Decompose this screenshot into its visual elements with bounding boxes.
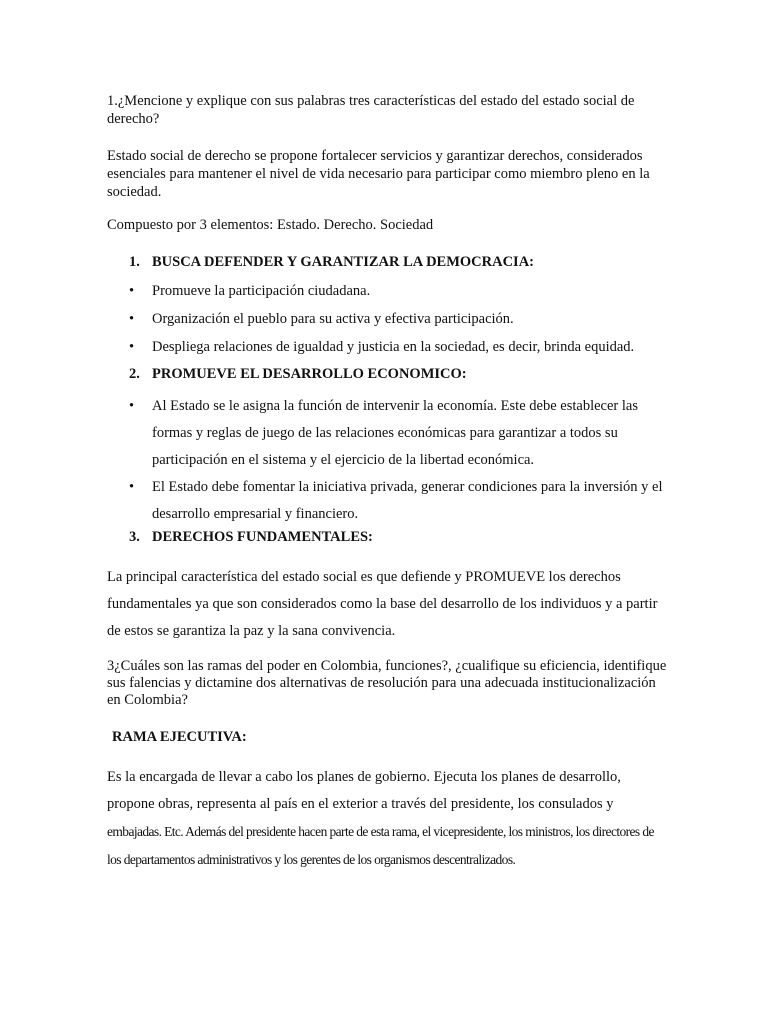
rama-paragraph-condensed-text: embajadas. Etc. Además del presidente hacen parte de esta rama, el vicepresidente, los ministros, los directores de los departamentos administrativos y los gerentes de los organismos descentralizados.: [107, 824, 654, 867]
bullet-icon: •: [129, 339, 135, 355]
list-item: • Al Estado se le asigna la función de intervenir la economía. Este debe establecer las formas y reglas de juego de las relaciones económicas para garantizar a todos su participación en el sistema y el ejercicio de la libertad económica.: [129, 393, 669, 474]
bullet-icon: •: [129, 283, 135, 299]
compuesto-paragraph: Compuesto por 3 elementos: Estado. Derecho. Sociedad: [107, 217, 434, 233]
bullet-list-democracia: [129, 282, 669, 366]
rama-ejecutiva-heading: RAMA EJECUTIVA:: [112, 729, 247, 745]
section-heading-derechos: [129, 529, 669, 546]
section-title: DERECHOS FUNDAMENTALES:: [152, 529, 373, 545]
rama-ejecutiva-paragraph: [107, 764, 667, 874]
bullet-icon: •: [129, 311, 135, 327]
intro-paragraph: Estado social de derecho se propone fortalecer servicios y garantizar derechos, considerados esenciales para mantener el nivel de vida necesario para participar como miembro pleno en la sociedad.: [107, 148, 650, 200]
section-number: 1.: [129, 254, 140, 270]
bullet-icon: •: [129, 398, 135, 414]
derechos-paragraph: La principal característica del estado social es que defiende y PROMUEVE los derechos fundamentales ya que son considerados como la base del desarrollo de los individuos y a partir de estos se garantiza la paz y la sana convivencia.: [107, 569, 658, 639]
question-1: 1.¿Mencione y explique con sus palabras tres características del estado del estado social de derecho?: [107, 93, 635, 127]
section-title: BUSCA DEFENDER Y GARANTIZAR LA DEMOCRACIA:: [152, 254, 534, 270]
section-number: 3.: [129, 529, 140, 545]
section-heading-democracia: [129, 254, 669, 271]
list-item: • Despliega relaciones de igualdad y justicia en la sociedad, es decir, brinda equidad.: [129, 339, 635, 355]
section-number: 2.: [129, 366, 140, 382]
bullet-list-economico: [129, 393, 669, 528]
bullet-icon: •: [129, 479, 135, 495]
section-heading-economico: [129, 366, 669, 383]
list-item: • El Estado debe fomentar la iniciativa privada, generar condiciones para la inversión y el desarrollo empresarial y financiero.: [129, 474, 669, 528]
rama-paragraph-text: Es la encargada de llevar a cabo los planes de gobierno. Ejecuta los planes de desarrollo, propone obras, representa al país en el exterior a través del presidente, los consulados y: [107, 769, 621, 812]
list-item: • Organización el pueblo para su activa y efectiva participación.: [129, 311, 514, 327]
list-item: • Promueve la participación ciudadana.: [129, 283, 371, 299]
section-title: PROMUEVE EL DESARROLLO ECONOMICO:: [152, 366, 467, 382]
question-3: 3¿Cuáles son las ramas del poder en Colombia, funciones?, ¿cualifique su eficiencia, identifique sus falencias y dictamine dos alternativas de resolución para una adecuada institucionalización en Colombia?: [107, 658, 667, 708]
